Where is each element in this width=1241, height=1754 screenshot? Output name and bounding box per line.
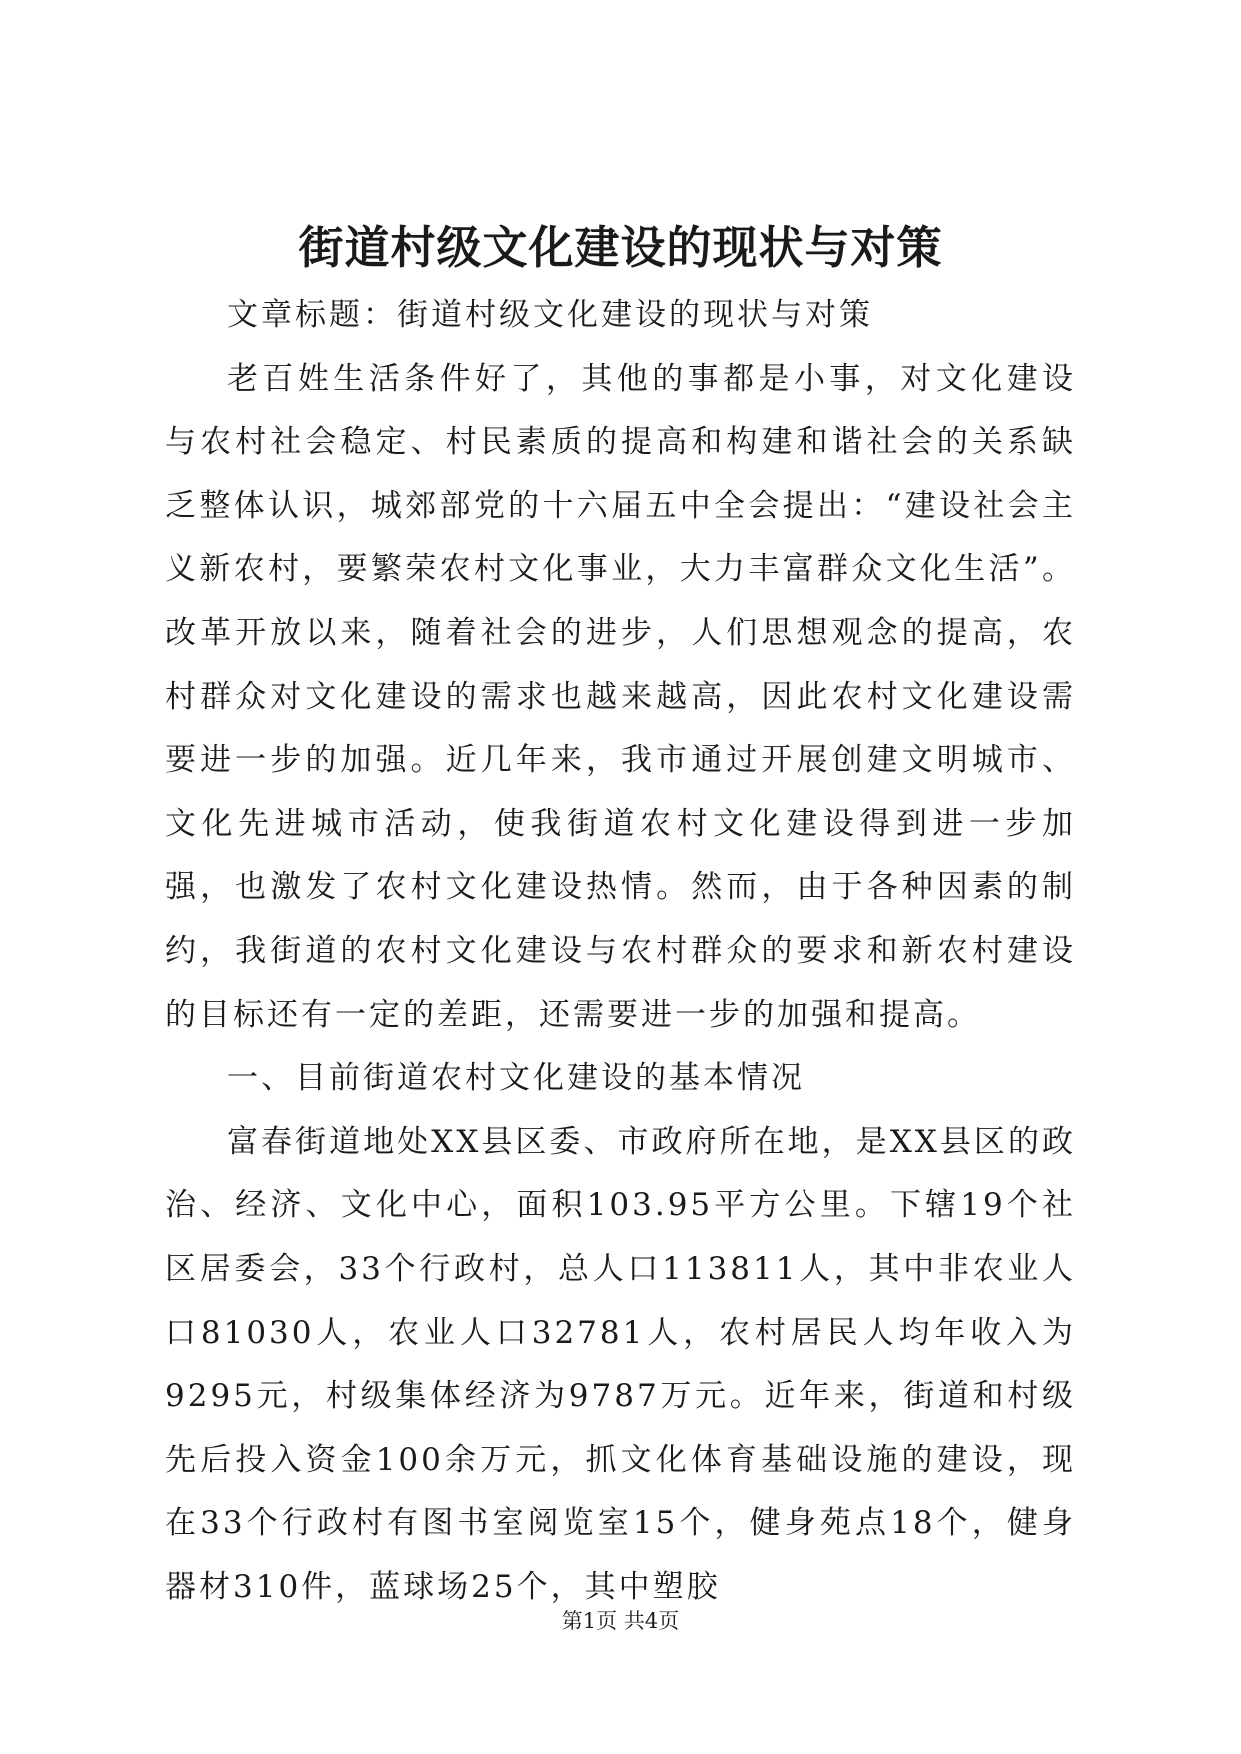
situation-paragraph: 富春街道地处XX县区委、市政府所在地，是XX县区的政治、经济、文化中心，面积103.95平方公里。下辖19个社区居委会，33个行政村，总人口113811人，其中非农业人口81030人，农业人口32781人，农村居民人均年收入为9295元，村级集体经济为9787万元。近年来，街道和村级先后投入资金100余万元，抓文化体育基础设施的建设，现在33个行政村有图书室阅览室15个，健身苑点18个，健身器材310件，蓝球场25个，其中塑胶 [165, 1123, 1076, 1605]
section-heading: 一、目前街道农村文化建设的基本情况 [227, 1060, 805, 1097]
intro-paragraph: 老百姓生活条件好了，其他的事都是小事，对文化建设与农村社会稳定、村民素质的提高和构建和谐社会的关系缺乏整体认识，城郊部党的十六届五中全会提出：“建设社会主义新农村，要繁荣农村文化事业，大力丰富群众文化生活”。改革开放以来，随着社会的进步，人们思想观念的提高，农村群众对文化建设的需求也越来越高，因此农村文化建设需要进一步的加强。近几年来，我市通过开展创建文明城市、文化先进城市活动，使我街道农村文化建设得到进一步加强，也激发了农村文化建设热情。然而，由于各种因素的制约，我街道的农村文化建设与农村群众的要求和新农村建设的目标还有一定的差距，还需要进一步的加强和提高。 [165, 360, 1076, 1033]
page-footer: 第1页 共4页 [561, 1609, 680, 1633]
article-title-line: 文章标题：街道村级文化建设的现状与对策 [227, 297, 873, 333]
document-title: 街道村级文化建设的现状与对策 [298, 221, 943, 274]
document-body [165, 284, 1076, 1619]
